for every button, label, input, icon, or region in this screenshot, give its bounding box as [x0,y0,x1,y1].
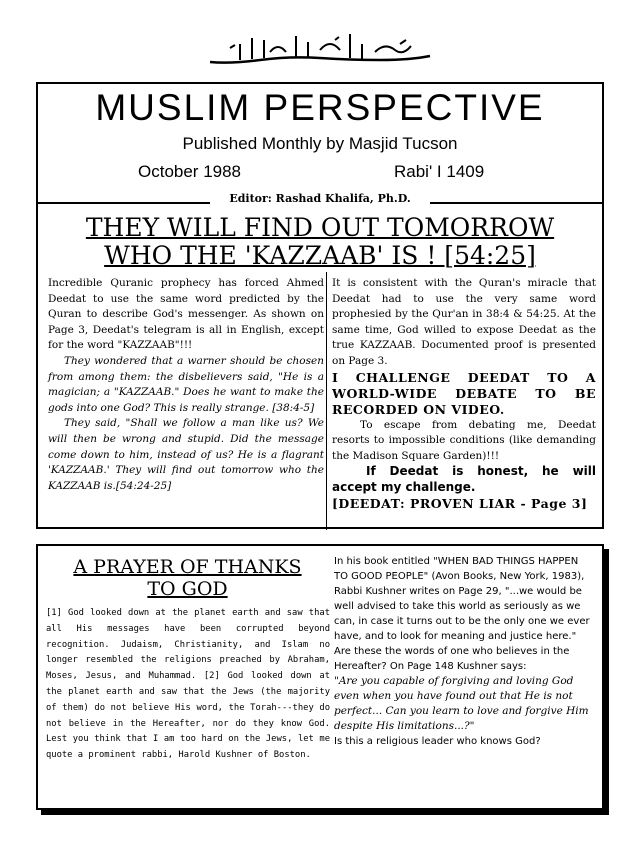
masthead [36,82,604,204]
newsletter-subtitle: Published Monthly by Masjid Tucson [182,134,458,153]
page-reference: [DEEDAT: PROVEN LIAR - Page 3] [332,495,588,511]
challenge-statement: I CHALLENGE DEEDAT TO A WORLD-WIDE DEBATE TO BE RECORDED ON VIDEO. [332,369,596,417]
lead-article [36,204,604,529]
honesty-statement: If Deedat is honest, he will accept my challenge. [332,464,596,494]
lead-column-right [332,276,596,512]
prayer-column-right [334,554,594,749]
column-divider [326,272,327,530]
prayer-headline-line1: A PRAYER OF THANKS [73,556,302,578]
lead-headline [38,214,602,270]
prayer-paragraph: In his book entitled "WHEN BAD THINGS HAPPEN TO GOOD PEOPLE" (Avon Books, New York, 1983), Rabbi Kushner writes on Page 29, "...we would be well advised to take this world as seriously as we can, in case it turns out to be the only one we ever have, and to look for meaning and justice here." Are these the words of one who believes in the Hereafter? On Page 148 Kushner says: [334,556,590,672]
issue-date-gregorian: October 1988 [138,162,242,181]
quran-quote: They wondered that a warner should be chosen from among them: the disbelievers said, "He is a magician; a "KAZZAAB." Does he want to make the gods into one God? This is really strange. [38:4-5] [48,354,324,414]
lead-paragraph: It is consistent with the Quran's miracle that Deedat had to use the very same word prophesied by the Qur'an in 38:4 & 54:25. At the same time, God willed to expose Deedat as the true KAZZAAB. Documented proof is presented on Page 3. [332,277,596,367]
lead-paragraph: To escape from debating me, Deedat resorts to impossible conditions (like demanding the Madison Square Garden)!!! [332,418,596,462]
kushner-quote: "Are you capable of forgiving and loving God even when you have found out that He is not perfect... Can you learn to love and forgive Him despite His limitations...?" [334,675,589,732]
prayer-paragraph: Is this a religious leader who knows God? [334,736,541,747]
lead-headline-line2: WHO THE 'KAZZAAB' IS ! [54:25] [104,241,536,270]
prayer-headline [50,556,325,600]
issue-date-hijri: Rabi' I 1409 [394,162,485,181]
prayer-article [36,544,604,810]
prayer-column-left: [1] God looked down at the planet earth and saw that all His messages have been corrupted beyond recognition. Judaism, Christianity, and Islam no longer resembled the religions preached by Abraham, Moses, Jesus, and Muhammad. [2] God looked down at the planet earth and saw that the Jews (the majority of them) do not believe His word, the Torah---they do not believe in the Hereafter, nor do they know God. Lest you think that I am too hard on the Jews, let me quote a prominent rabbi, Harold Kushner of Boston. [46,608,330,761]
newsletter-title: MUSLIM PERSPECTIVE [95,87,545,128]
lead-paragraph: Incredible Quranic prophecy has forced Ahmed Deedat to use the same word predicted by the Quran to describe God's messenger. As shown on Page 3, Deedat's telegram is all in English, except for the word "KAZZAAB"!!! [48,277,324,352]
prayer-headline-line2: TO GOD [147,578,228,600]
lead-headline-line1: THEY WILL FIND OUT TOMORROW [85,213,555,242]
editor-credit: Editor: Rashad Khalifa, Ph.D. [210,192,430,205]
quran-quote: They said, "Shall we follow a man like us? We will then be wrong and stupid. Did the message come down to him, instead of us? He is a flagrant 'KAZZAAB.' They will find out tomorrow who the KAZZAAB is.[54:24-25] [48,417,324,492]
lead-column-left [48,276,324,494]
bismillah-calligraphy [200,22,440,72]
